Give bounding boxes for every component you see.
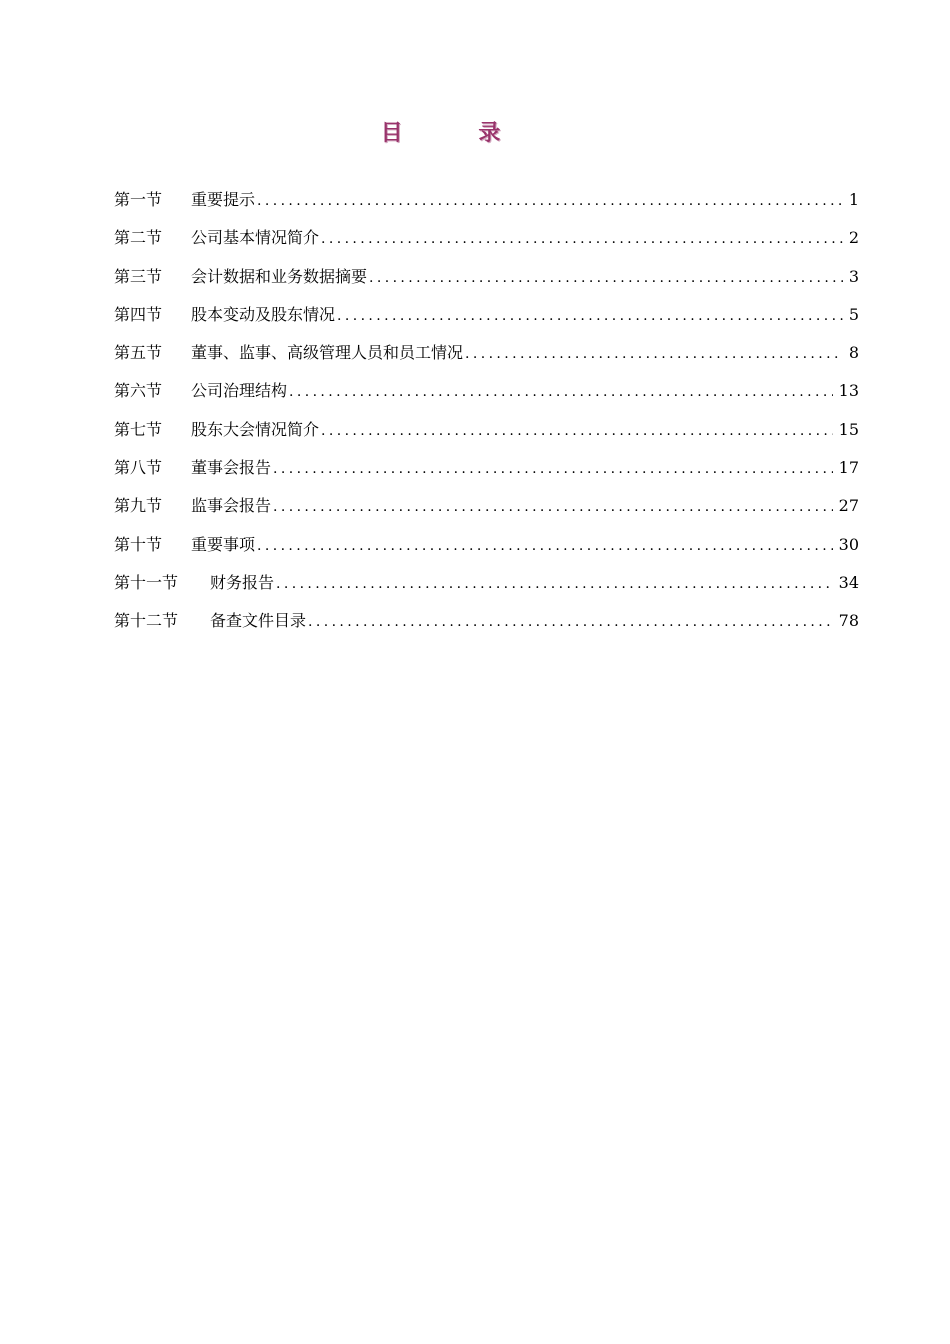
toc-entry[interactable] [114,223,859,261]
toc-entry-title: 公司治理结构 [191,381,288,401]
toc-page-number: 1 [848,190,859,209]
toc-leader-dots [257,186,843,216]
toc-entry[interactable] [114,606,859,644]
toc-title: 目 录 [380,121,535,146]
toc-entry[interactable] [114,453,859,491]
toc-entry[interactable] [114,338,859,376]
toc-entry-title: 备查文件目录 [210,611,307,631]
toc-entry[interactable] [114,376,859,414]
toc-page-number: 15 [838,419,859,439]
toc-entry-title: 股本变动及股东情况 [191,304,336,324]
toc-entry-title: 监事会报告 [191,496,272,516]
toc-leader-dots [273,454,833,484]
toc-entry[interactable] [114,300,859,338]
toc-page-number: 13 [838,381,859,401]
toc-leader-dots [273,492,833,522]
toc-leader-dots [308,607,833,637]
toc-entry-title: 董事、监事、高级管理人员和员工情况 [191,343,464,363]
toc-section-number: 第二节 [114,228,163,248]
toc-entry[interactable] [114,530,859,568]
toc-list [114,185,859,645]
toc-leader-dots [321,416,833,446]
toc-entry[interactable] [114,568,859,606]
toc-section-number: 第七节 [114,419,163,439]
toc-page-number: 17 [838,458,859,478]
toc-section-number: 第五节 [114,343,163,363]
toc-leader-dots [465,339,843,369]
toc-page-number: 5 [848,304,859,324]
toc-page-number: 3 [848,266,859,286]
toc-section-number: 第三节 [114,266,163,286]
toc-entry-title: 公司基本情况简介 [191,228,320,248]
toc-section-number: 第十一节 [114,572,179,592]
toc-page-number: 34 [838,572,859,592]
toc-entry-title: 董事会报告 [191,458,272,478]
toc-leader-dots [337,301,843,331]
toc-section-number: 第六节 [114,381,163,401]
toc-entry-title: 股东大会情况简介 [191,419,320,439]
toc-entry-title: 会计数据和业务数据摘要 [191,266,368,286]
toc-page-number: 30 [838,534,859,554]
toc-leader-dots [369,263,843,293]
toc-section-number: 第一节 [114,190,163,209]
toc-section-number: 第八节 [114,458,163,478]
toc-page-number: 2 [848,228,859,248]
toc-leader-dots [289,377,833,407]
toc-section-number: 第九节 [114,496,163,516]
toc-page-number: 78 [838,611,859,631]
toc-entry-title: 重要事项 [191,534,256,554]
toc-entry[interactable] [114,262,859,300]
toc-entry[interactable] [114,185,859,223]
toc-leader-dots [321,224,843,254]
toc-leader-dots [257,531,833,561]
toc-section-number: 第十二节 [114,611,179,631]
toc-entry-title: 财务报告 [210,572,275,592]
toc-entry[interactable] [114,491,859,529]
toc-entry-title: 重要提示 [191,190,256,209]
toc-page-number: 8 [848,343,859,363]
toc-page-number: 27 [838,496,859,516]
toc-leader-dots [276,569,833,599]
toc-section-number: 第四节 [114,304,163,324]
toc-section-number: 第十节 [114,534,163,554]
toc-entry[interactable] [114,415,859,453]
